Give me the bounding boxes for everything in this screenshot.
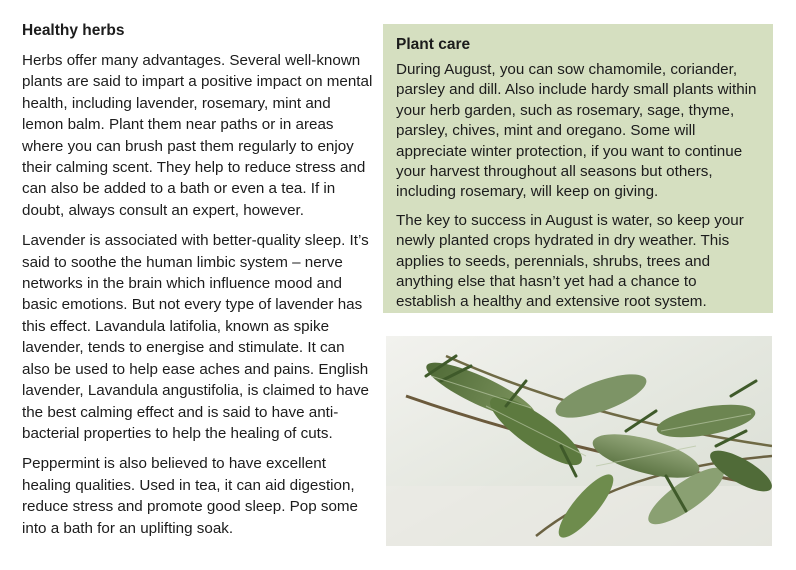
article-column [22,20,374,548]
plant-care-box [383,24,773,313]
article-heading: Healthy herbs [22,22,125,39]
article-paragraph: Herbs offer many advantages. Several well-known plants are said to impart a positive impact on mental health, including lavender, rosemary, mint and lemon balm. Plant them near paths or in areas where you can brush past them regularly to enjoy their calming scent. They help to reduce stress and can also be added to a bath or even a tea. If in doubt, always consult an expert, however. [22,52,373,219]
article-paragraph: Peppermint is also believed to have excellent healing qualities. Used in tea, it can aid digestion, reduce stress and promote good sleep. Pop some into a bath for an uplifting soak. [22,455,359,537]
plant-care-paragraph: During August, you can sow chamomile, coriander, parsley and dill. Also include hardy small plants within your herb garden, such as rosemary, sage, thyme, parsley, chives, mint and oregano. Some will appreciate winter protection, if you want to continue your harvest throughout all seasons but others, including rosemary, will keep on giving. [396,61,757,201]
plant-care-paragraph: The key to success in August is water, so keep your newly planted crops hydrated in dry weather. This applies to seeds, perennials, shrubs, trees and anything else that hasn’t yet had a chance to establish a healthy and extensive root system. [396,211,744,311]
herb-photo [386,336,772,546]
article-paragraph: Lavender is associated with better-quality sleep. It’s said to soothe the human limbic system – nerve networks in the brain which influence mood and basic emotions. But not every type of lavender has this effect. Lavandula latifolia, known as spike lavender, tends to energise and stimulate. It can also be used to help ease aches and pains. English lavender, Lavandula angustifolia, is claimed to have the best calming effect and is said to have anti-bacterial properties to help the healing of cuts. [22,232,370,442]
plant-care-heading: Plant care [396,36,471,53]
herb-sprigs-illustration [386,336,772,546]
